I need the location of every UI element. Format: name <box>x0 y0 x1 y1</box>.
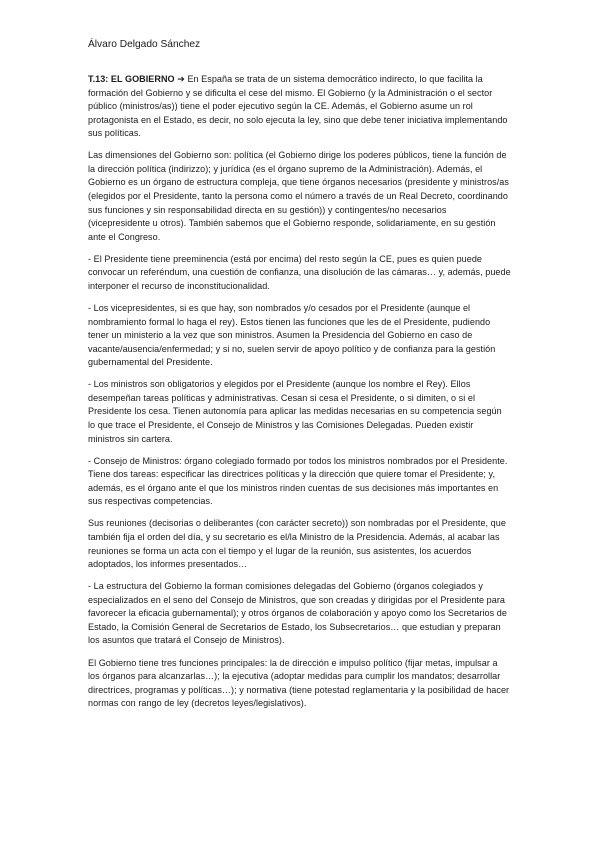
paragraph-reuniones: Sus reuniones (decisorias o deliberantes (con carácter secreto)) son nombradas por el Presidente, que también fija el orden del día, y su secretario es el/la Ministro de la Presidencia. Además, al acabar las reuniones se forma un acta con el tiempo y el lugar de la reunión, sus asistentes, los acuerdos adoptados, los informes presentados… <box>88 518 506 570</box>
paragraph-ministros: - Los ministros son obligatorios y elegidos por el Presidente (aunque los nombre el Rey). Ellos desempeñan tareas políticas y administrativas. Cesan si cesa el Presidente, o si dimiten, o si el Presidente los cesa. Tienen autonomía para aplicar las medidas necesarias en su competencia según lo que trace el Presidente, el Consejo de Ministros y las Comisiones Delegadas. Pueden existir ministros sin cartera. <box>88 379 502 444</box>
paragraph-dimensions: Las dimensiones del Gobierno son: política (el Gobierno dirige los poderes públicos, tiene la función de la dirección política (indirizzo); y jurídica (es el órgano supremo de la Administración). Además, el Gobierno es un órgano de estructura compleja, que tiene órganos necesarios (presidente y ministros/as (elegidos por el Presidente, tanto la persona como el número a través de un Real Decreto, coordinando sus funciones y sin responsabilidad directa en su gestión)) y contingentes/no necesarios (vicepresidente u otros). También sabemos que el Gobierno responde, solidariamente, en su gestión ante el Congreso. <box>88 150 509 242</box>
intro-paragraph <box>88 73 511 141</box>
paragraph-estructura: - La estructura del Gobierno la forman comisiones delegadas del Gobierno (órganos colegiados y especializados en el seno del Consejo de Ministros, que son creadas y dirigidas por el Presidente para favorecer la eficacia gubernamental); y otros órganos de colaboración y apoyo como los Secretarios de Estado, la Comisión General de Secretarios de Estado, los Subsecretarios… que estudian y preparan los asuntos que tratará el Consejo de Ministros). <box>88 581 507 646</box>
paragraph-presidente: - El Presidente tiene preeminencia (está por encima) del resto según la CE, pues es quien puede convocar un referéndum, una cuestión de confianza, una disolución de las cámaras… y, además, puede interponer el recurso de inconstitucionalidad. <box>88 253 511 291</box>
section-heading: T.13: EL GOBIERNO <box>88 74 175 84</box>
document-body <box>88 73 511 711</box>
paragraph-vicepresidentes: - Los vicepresidentes, si es que hay, son nombrados y/o cesados por el Presidente (aunque el nombramiento formal lo haga el rey). Estos tienen las funciones que les de el Presidente, pudiendo tener un ministerio a la vez que son ministros. Asumen la Presidencia del Gobierno en caso de vacante/ausencia/enfermedad; y si no, suelen servir de apoyo político y de confianza para la gestión gubernamental del Presidente. <box>88 302 496 368</box>
paragraph-funciones: El Gobierno tiene tres funciones principales: la de dirección e impulso político (fijar metas, impulsar a los órganos para alcanzarlas…); la ejecutiva (adoptar medidas para cumplir los mandatos; desarrollar directrices, programas y políticas…); y normativa (tiene potestad reglamentaria y la posibilidad de hacer normas con rango de ley (decretos leyes/legislativos). <box>88 657 510 709</box>
arrow-icon: ➔ <box>177 74 185 84</box>
author-name: Álvaro Delgado Sánchez <box>88 39 201 50</box>
paragraph-text: En España se trata de un sistema democrático indirecto, lo que facilita la formación del Gobierno y se dificulta el cese del mismo. El Gobierno (y la Administración o el sector público (ministros/as)) tiene el poder ejecutivo según la CE. Además, el Gobierno asume un rol protagonista en el Estado, es decir, no solo ejecuta la ley, sino que debe tener iniciativa implementando sus políticas. <box>88 74 508 139</box>
paragraph-consejo-ministros: - Consejo de Ministros: órgano colegiado formado por todos los ministros nombrados por el Presidente. Tiene dos tareas: especificar las directrices políticas y la dirección que quiere tomar el Presidente; y, además, es el órgano ante el que los ministros rinden cuentas de sus decisiones más importantes en sus respectivas competencias. <box>88 455 508 507</box>
